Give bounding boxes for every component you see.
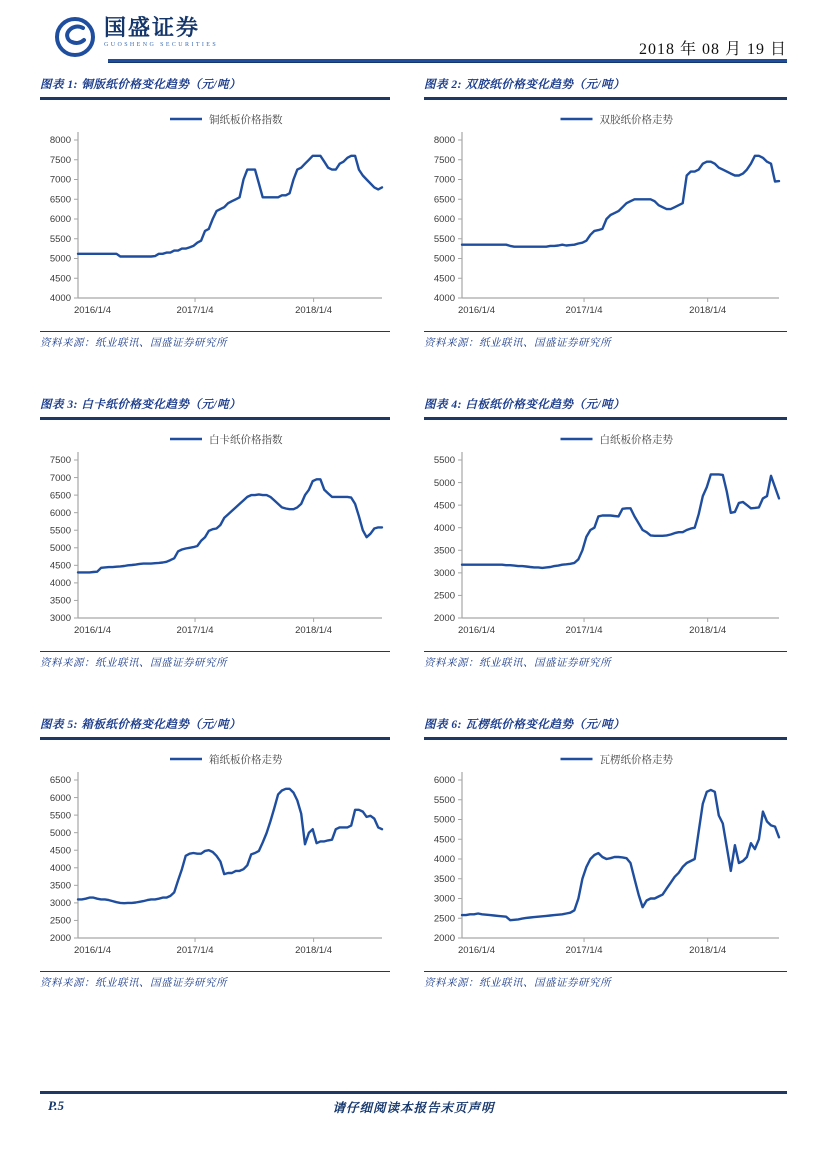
source-rule bbox=[424, 651, 787, 653]
chart-source: 资料来源：纸业联讯、国盛证券研究所 bbox=[40, 978, 227, 989]
price-chart-offset-paper bbox=[424, 108, 787, 322]
price-line bbox=[462, 789, 779, 919]
title-rule bbox=[40, 97, 390, 100]
x-tick-label: 2017/1/4 bbox=[176, 944, 214, 956]
source-rule bbox=[40, 331, 390, 333]
brand-name: 国盛证券 bbox=[104, 15, 201, 40]
price-chart-ivory-board bbox=[40, 428, 390, 642]
footer-rule bbox=[40, 1091, 787, 1094]
source-rule bbox=[40, 651, 390, 653]
x-tick-label: 2016/1/4 bbox=[458, 304, 495, 316]
y-tick-label: 6000 bbox=[433, 213, 455, 225]
title-rule bbox=[424, 737, 787, 740]
chart-source: 资料来源：纸业联讯、国盛证券研究所 bbox=[424, 658, 611, 669]
x-tick-label: 2017/1/4 bbox=[565, 944, 603, 956]
x-tick-label: 2018/1/4 bbox=[689, 304, 727, 316]
y-tick-label: 4500 bbox=[49, 560, 71, 572]
x-tick-label: 2017/1/4 bbox=[565, 304, 603, 316]
y-tick-label: 7500 bbox=[49, 154, 71, 166]
y-tick-label: 3000 bbox=[433, 893, 455, 905]
chart-title: 图表 6: 瓦楞纸价格变化趋势（元/吨） bbox=[424, 719, 626, 731]
legend-label: 双胶纸价格走势 bbox=[599, 114, 673, 126]
y-tick-label: 4000 bbox=[49, 292, 71, 304]
y-tick-label: 7000 bbox=[49, 472, 71, 484]
x-tick-label: 2018/1/4 bbox=[295, 624, 333, 636]
y-tick-label: 5000 bbox=[49, 827, 71, 839]
y-tick-label: 4000 bbox=[433, 292, 455, 304]
y-tick-label: 2000 bbox=[49, 932, 71, 944]
chart-block-2 bbox=[424, 72, 787, 349]
y-tick-label: 4500 bbox=[433, 272, 455, 284]
y-tick-label: 4500 bbox=[49, 844, 71, 856]
y-tick-label: 7500 bbox=[433, 154, 455, 166]
y-tick-label: 5500 bbox=[49, 233, 71, 245]
brand-logo bbox=[54, 16, 218, 58]
y-tick-label: 2500 bbox=[433, 590, 455, 602]
y-tick-label: 6500 bbox=[433, 193, 455, 205]
source-rule bbox=[424, 331, 787, 333]
chart-canvas bbox=[40, 428, 390, 647]
y-tick-label: 6000 bbox=[49, 213, 71, 225]
chart-block-3 bbox=[40, 392, 390, 669]
x-tick-label: 2017/1/4 bbox=[565, 624, 603, 636]
y-tick-label: 2000 bbox=[433, 932, 455, 944]
price-line bbox=[462, 155, 779, 246]
y-tick-label: 3000 bbox=[49, 897, 71, 909]
y-tick-label: 3000 bbox=[49, 612, 71, 624]
y-tick-label: 8000 bbox=[433, 134, 455, 146]
x-tick-label: 2018/1/4 bbox=[295, 304, 333, 316]
chart-block-5 bbox=[40, 712, 390, 989]
chart-canvas bbox=[424, 108, 787, 327]
title-rule bbox=[40, 417, 390, 420]
y-tick-label: 5000 bbox=[49, 253, 71, 265]
y-tick-label: 5500 bbox=[49, 524, 71, 536]
chart-title: 图表 1: 铜版纸价格变化趋势（元/吨） bbox=[40, 79, 242, 91]
title-rule bbox=[424, 97, 787, 100]
y-tick-label: 6500 bbox=[49, 489, 71, 501]
y-tick-label: 2500 bbox=[433, 912, 455, 924]
price-line bbox=[78, 479, 382, 572]
legend-label: 瓦楞纸价格走势 bbox=[599, 754, 673, 766]
x-tick-label: 2016/1/4 bbox=[74, 944, 111, 956]
chart-block-4 bbox=[424, 392, 787, 669]
y-tick-label: 5000 bbox=[49, 542, 71, 554]
guosheng-logo-icon bbox=[54, 16, 96, 58]
x-tick-label: 2018/1/4 bbox=[689, 944, 727, 956]
chart-source: 资料来源：纸业联讯、国盛证券研究所 bbox=[40, 658, 227, 669]
x-tick-label: 2017/1/4 bbox=[176, 304, 214, 316]
y-tick-label: 6000 bbox=[49, 792, 71, 804]
chart-title: 图表 5: 箱板纸价格变化趋势（元/吨） bbox=[40, 719, 242, 731]
chart-block-6 bbox=[424, 712, 787, 989]
y-tick-label: 2000 bbox=[433, 612, 455, 624]
x-tick-label: 2016/1/4 bbox=[74, 624, 111, 636]
x-tick-label: 2016/1/4 bbox=[458, 624, 495, 636]
chart-source: 资料来源：纸业联讯、国盛证券研究所 bbox=[40, 338, 227, 349]
legend-label: 铜纸板价格指数 bbox=[209, 114, 283, 126]
price-line bbox=[78, 155, 382, 256]
price-chart-linerboard bbox=[40, 748, 390, 962]
y-tick-label: 3500 bbox=[49, 880, 71, 892]
x-tick-label: 2016/1/4 bbox=[74, 304, 111, 316]
x-tick-label: 2018/1/4 bbox=[295, 944, 333, 956]
source-rule bbox=[424, 971, 787, 973]
header-rule bbox=[108, 59, 787, 63]
y-tick-label: 6500 bbox=[49, 193, 71, 205]
report-date: 2018 年 08 月 19 日 bbox=[638, 41, 787, 58]
title-rule bbox=[40, 737, 390, 740]
y-tick-label: 4000 bbox=[49, 577, 71, 589]
y-tick-label: 5500 bbox=[433, 454, 455, 466]
y-tick-label: 3500 bbox=[49, 595, 71, 607]
y-tick-label: 5500 bbox=[433, 233, 455, 245]
y-tick-label: 4000 bbox=[433, 522, 455, 534]
y-tick-label: 3000 bbox=[433, 567, 455, 579]
y-tick-label: 4500 bbox=[433, 499, 455, 511]
x-tick-label: 2017/1/4 bbox=[176, 624, 214, 636]
y-tick-label: 5500 bbox=[433, 794, 455, 806]
chart-canvas bbox=[424, 748, 787, 967]
y-tick-label: 7500 bbox=[49, 454, 71, 466]
y-tick-label: 6000 bbox=[433, 774, 455, 786]
y-tick-label: 4500 bbox=[49, 272, 71, 284]
y-tick-label: 2500 bbox=[49, 915, 71, 927]
y-tick-label: 7000 bbox=[49, 174, 71, 186]
y-tick-label: 5000 bbox=[433, 477, 455, 489]
brand-caption: GUOSHENG SECURITIES bbox=[104, 42, 219, 48]
y-tick-label: 8000 bbox=[49, 134, 71, 146]
y-tick-label: 3500 bbox=[433, 873, 455, 885]
price-chart-coated-paper bbox=[40, 108, 390, 322]
chart-source: 资料来源：纸业联讯、国盛证券研究所 bbox=[424, 978, 611, 989]
chart-canvas bbox=[424, 428, 787, 647]
chart-block-1 bbox=[40, 72, 390, 349]
y-tick-label: 3500 bbox=[433, 544, 455, 556]
price-line bbox=[78, 788, 382, 902]
y-tick-label: 5000 bbox=[433, 253, 455, 265]
legend-label: 白纸板价格走势 bbox=[599, 434, 673, 446]
price-line bbox=[462, 474, 779, 568]
y-tick-label: 7000 bbox=[433, 174, 455, 186]
y-tick-label: 5500 bbox=[49, 809, 71, 821]
chart-canvas bbox=[40, 108, 390, 327]
x-tick-label: 2018/1/4 bbox=[689, 624, 727, 636]
y-tick-label: 4000 bbox=[49, 862, 71, 874]
footer-disclaimer: 请仔细阅读本报告末页声明 bbox=[332, 1101, 495, 1115]
chart-title: 图表 4: 白板纸价格变化趋势（元/吨） bbox=[424, 399, 626, 411]
title-rule bbox=[424, 417, 787, 420]
y-tick-label: 6000 bbox=[49, 507, 71, 519]
source-rule bbox=[40, 971, 390, 973]
y-tick-label: 6500 bbox=[49, 774, 71, 786]
y-tick-label: 5000 bbox=[433, 814, 455, 826]
chart-title: 图表 2: 双胶纸价格变化趋势（元/吨） bbox=[424, 79, 626, 91]
x-tick-label: 2016/1/4 bbox=[458, 944, 495, 956]
chart-title: 图表 3: 白卡纸价格变化趋势（元/吨） bbox=[40, 399, 242, 411]
charts-grid bbox=[40, 72, 787, 989]
y-tick-label: 4000 bbox=[433, 853, 455, 865]
price-chart-corrugated-paper bbox=[424, 748, 787, 962]
legend-label: 箱纸板价格走势 bbox=[209, 754, 283, 766]
price-chart-white-board bbox=[424, 428, 787, 642]
chart-canvas bbox=[40, 748, 390, 967]
legend-label: 白卡纸价格指数 bbox=[209, 434, 283, 446]
y-tick-label: 4500 bbox=[433, 833, 455, 845]
chart-source: 资料来源：纸业联讯、国盛证券研究所 bbox=[424, 338, 611, 349]
page-number: P.5 bbox=[48, 1098, 65, 1113]
